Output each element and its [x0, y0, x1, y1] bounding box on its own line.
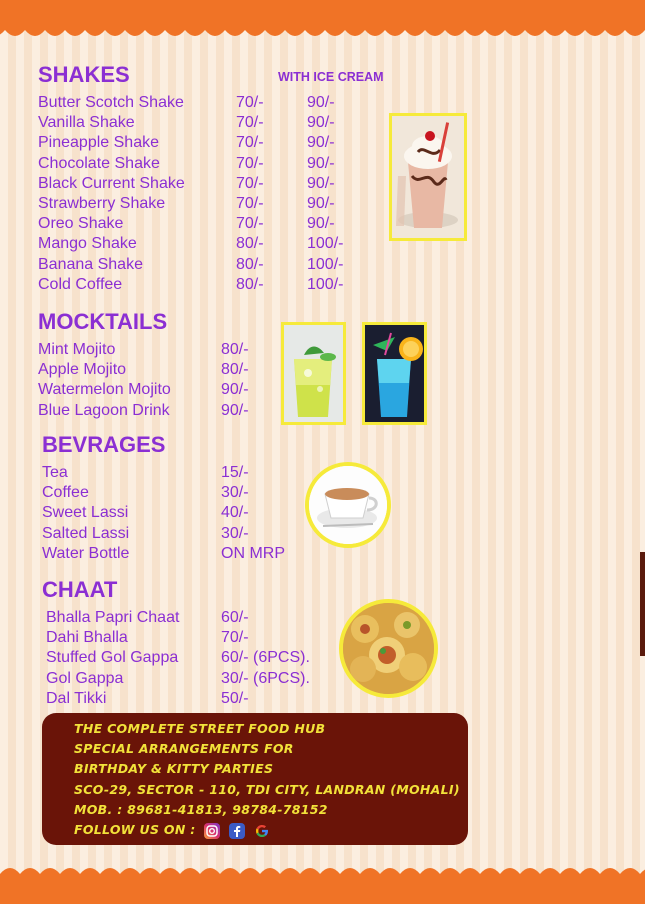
menu-item-price-with-ice-cream: 90/- [307, 94, 335, 111]
google-icon[interactable] [254, 823, 270, 839]
menu-item-price-with-ice-cream: 90/- [307, 134, 335, 152]
menu-item-name: Coffee [42, 484, 89, 502]
menu-item-price: 70/- [236, 94, 264, 111]
menu-item-price: 30/- [221, 524, 249, 542]
menu-item-row [0, 629, 640, 649]
menu-item-price-with-ice-cream: 100/- [307, 235, 344, 253]
menu-item-price: 80/- [236, 255, 264, 273]
blue-lagoon-photo [362, 322, 427, 425]
mocktails-title: MOCKTAILS [38, 309, 168, 334]
menu-item-price-with-ice-cream: 90/- [307, 154, 335, 172]
menu-item-price-with-ice-cream: 100/- [307, 275, 344, 293]
beverages-title: BEVRAGES [42, 432, 166, 457]
menu-item-row [0, 545, 640, 565]
footer-follow [74, 822, 270, 839]
right-edge-bar [640, 552, 645, 656]
menu-item-price: 90/- [221, 381, 249, 399]
menu-item-price: 80/- [221, 341, 249, 358]
tea-cup-photo [305, 462, 391, 548]
menu-item-price: 70/- [236, 195, 264, 212]
menu-item-price: 30/- (6PCS). [221, 669, 310, 687]
menu-item-price: 60/- (6PCS). [221, 649, 310, 667]
menu-item-name: Mint Mojito [38, 341, 116, 358]
menu-item-name: Dal Tikki [46, 689, 107, 707]
menu-item-row [0, 649, 640, 669]
menu-item-price: 70/- [236, 134, 264, 152]
menu-item-name: Salted Lassi [42, 524, 130, 542]
menu-item-name: Apple Mojito [38, 361, 127, 379]
menu-item-price: 80/- [221, 361, 249, 379]
gol-gappa-photo [339, 599, 438, 698]
menu-item-name: Pineapple Shake [38, 134, 159, 152]
menu-item-price-with-ice-cream: 90/- [307, 174, 335, 192]
top-wave-border [0, 0, 645, 46]
menu-item-price: 70/- [236, 154, 264, 172]
menu-item-price: 40/- [221, 504, 249, 522]
menu-item-name: Sweet Lassi [42, 504, 129, 522]
menu-item-price: 70/- [221, 629, 249, 647]
menu-item-row [0, 114, 640, 134]
footer-mobile: MOB. : 89681-41813, 98784-78152 [74, 802, 328, 817]
menu-item-name: Oreo Shake [38, 215, 124, 233]
footer-parties: BIRTHDAY & KITTY PARTIES [74, 761, 274, 776]
menu-item-row [0, 175, 640, 195]
menu-item-name: Blue Lagoon Drink [38, 401, 170, 419]
mojito-photo [281, 322, 346, 425]
menu-item-name: Vanilla Shake [38, 114, 135, 132]
with-ice-cream-label: WITH ICE CREAM [278, 70, 384, 84]
menu-item-row [0, 690, 640, 710]
menu-item-name: Water Bottle [42, 544, 130, 562]
menu-item-row [0, 155, 640, 175]
menu-item-price: 90/- [221, 401, 249, 419]
menu-item-name: Chocolate Shake [38, 154, 160, 172]
facebook-icon[interactable] [229, 823, 245, 839]
menu-item-row [0, 256, 640, 276]
menu-item-row [0, 195, 640, 215]
menu-item-price: 15/- [221, 464, 249, 481]
menu-item-price: 70/- [236, 215, 264, 233]
footer-address: SCO-29, SECTOR - 110, TDI CITY, LANDRAN (MOHALI) [74, 782, 460, 797]
menu-item-name: Butter Scotch Shake [38, 94, 184, 111]
menu-item-price-with-ice-cream: 90/- [307, 215, 335, 233]
menu-item-price: 30/- [221, 484, 249, 502]
footer-tagline: THE COMPLETE STREET FOOD HUB [74, 721, 326, 736]
shakes-title: SHAKES [38, 62, 130, 87]
menu-item-price-with-ice-cream: 90/- [307, 114, 335, 132]
menu-item-price: 50/- [221, 689, 249, 707]
menu-item-row [0, 235, 640, 255]
menu-item-price-with-ice-cream: 90/- [307, 195, 335, 212]
menu-item-name: Mango Shake [38, 235, 137, 253]
menu-item-name: Dahi Bhalla [46, 629, 128, 647]
menu-item-name: Cold Coffee [38, 275, 123, 293]
menu-item-price: 80/- [236, 235, 264, 253]
menu-item-name: Banana Shake [38, 255, 143, 273]
menu-item-name: Stuffed Gol Gappa [46, 649, 179, 667]
menu-item-name: Black Current Shake [38, 174, 185, 192]
menu-item-price: 70/- [236, 114, 264, 132]
chaat-title: CHAAT [42, 577, 118, 602]
milkshake-photo [389, 113, 467, 241]
menu-item-price: 80/- [236, 275, 264, 293]
menu-item-row [0, 670, 640, 690]
menu-item-row [0, 276, 640, 296]
menu-item-name: Bhalla Papri Chaat [46, 609, 180, 626]
menu-item-name: Gol Gappa [46, 669, 124, 687]
bottom-wave-border [0, 854, 645, 904]
menu-item-price: 70/- [236, 174, 264, 192]
footer-arrangements: SPECIAL ARRANGEMENTS FOR [74, 741, 294, 756]
menu-item-row [0, 609, 640, 629]
menu-item-name: Tea [42, 464, 68, 481]
menu-item-price: 60/- [221, 609, 249, 626]
menu-item-row [0, 134, 640, 154]
footer-follow-label: FOLLOW US ON : [74, 822, 196, 837]
menu-item-name: Watermelon Mojito [38, 381, 171, 399]
footer-info-box [42, 713, 468, 845]
menu-item-price-with-ice-cream: 100/- [307, 255, 344, 273]
instagram-icon[interactable] [204, 823, 220, 839]
menu-item-price: ON MRP [221, 544, 285, 562]
menu-item-row [0, 94, 640, 114]
menu-item-row [0, 215, 640, 235]
menu-item-name: Strawberry Shake [38, 195, 166, 212]
